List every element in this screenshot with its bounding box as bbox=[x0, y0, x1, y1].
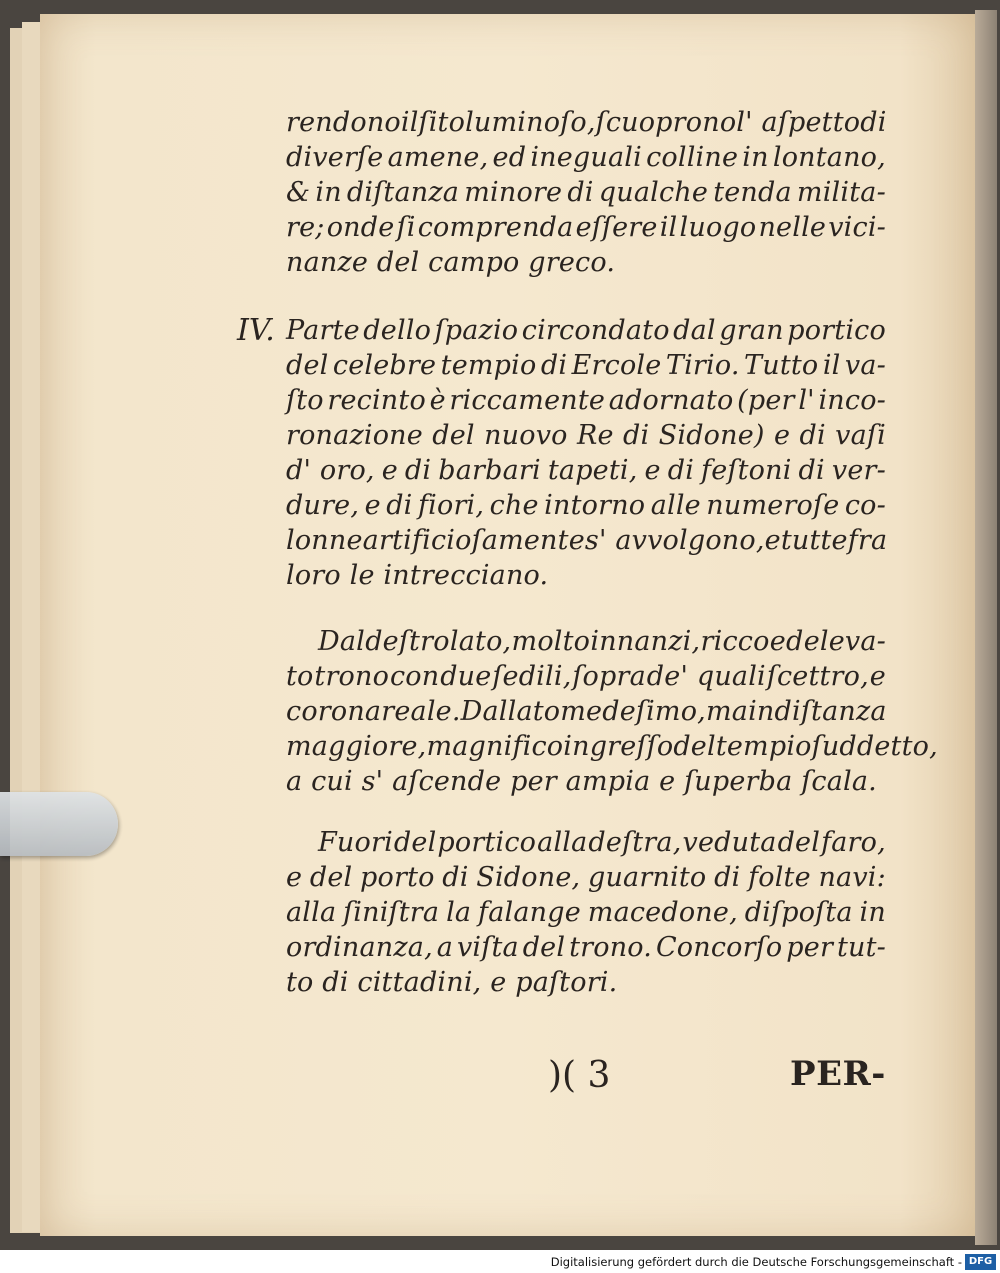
word: luminoſo, bbox=[465, 107, 596, 138]
word: falange bbox=[478, 897, 581, 928]
word: il bbox=[400, 107, 419, 138]
paragraph-4 bbox=[286, 825, 886, 1000]
word: ſcuoprono bbox=[595, 107, 737, 138]
word: ſopra bbox=[572, 661, 646, 692]
word: d' oro, bbox=[286, 455, 375, 486]
word: milita- bbox=[796, 177, 886, 208]
word: eſſere bbox=[575, 212, 658, 243]
word: comprenda bbox=[417, 212, 574, 243]
word: Parte bbox=[286, 315, 360, 346]
word: dure, bbox=[286, 490, 360, 521]
text-line bbox=[286, 965, 886, 1000]
word: in bbox=[315, 177, 342, 208]
word: intorno bbox=[544, 490, 646, 521]
text-line bbox=[286, 313, 886, 348]
word: del bbox=[309, 862, 353, 893]
word: è bbox=[429, 385, 446, 416]
paragraph-3 bbox=[286, 624, 938, 799]
scene-numeral: IV. bbox=[237, 313, 275, 348]
word: per bbox=[786, 932, 834, 963]
word: navi: bbox=[818, 862, 886, 893]
word: fra bbox=[847, 525, 888, 556]
word: diſpoſta bbox=[744, 897, 853, 928]
word: lato, bbox=[449, 626, 512, 657]
word: Dal bbox=[318, 626, 365, 657]
word: di bbox=[386, 490, 413, 521]
word: dal bbox=[673, 315, 716, 346]
word: Sidone, bbox=[476, 862, 581, 893]
word: gran bbox=[719, 315, 784, 346]
word: del bbox=[522, 932, 566, 963]
word: ma bbox=[705, 696, 749, 727]
word: vaſi bbox=[835, 420, 886, 451]
word: del bbox=[393, 827, 437, 858]
word: del bbox=[432, 420, 475, 451]
word: ſuddetto, bbox=[811, 731, 938, 762]
word: l' aſpetto bbox=[736, 107, 861, 138]
text-line bbox=[286, 659, 886, 694]
text-line bbox=[286, 175, 886, 210]
word: folte bbox=[748, 862, 811, 893]
word: del bbox=[673, 731, 716, 762]
word: nuovo bbox=[484, 420, 568, 451]
word: deſtro bbox=[365, 626, 450, 657]
word: lato bbox=[507, 696, 561, 727]
word: numeroſe bbox=[706, 490, 840, 521]
word: alla bbox=[537, 827, 588, 858]
word: in bbox=[859, 897, 886, 928]
word: lonne bbox=[286, 525, 363, 556]
word: ſi bbox=[396, 212, 416, 243]
word: rendono bbox=[286, 107, 401, 138]
word: e bbox=[869, 661, 886, 692]
word: macedone, bbox=[587, 897, 738, 928]
word: alla bbox=[286, 897, 337, 928]
word: innanzi, bbox=[590, 626, 701, 657]
word: s' avvolgono, bbox=[584, 525, 765, 556]
word: vici- bbox=[828, 212, 886, 243]
word: colline bbox=[646, 142, 739, 173]
word: ſedili, bbox=[492, 661, 572, 692]
word: Concorſo bbox=[655, 932, 783, 963]
paragraph-1 bbox=[286, 105, 886, 280]
word: nanze del campo greco. bbox=[286, 247, 616, 278]
word: veduta bbox=[682, 827, 777, 858]
word: tenda bbox=[713, 177, 792, 208]
word: barbari bbox=[438, 455, 541, 486]
word: ordinanza, bbox=[286, 932, 433, 963]
word: di bbox=[540, 350, 568, 381]
word: Fuori bbox=[318, 827, 393, 858]
binding-edge bbox=[975, 10, 997, 1245]
word: tempio bbox=[715, 731, 812, 762]
word: tapeti, bbox=[547, 455, 638, 486]
word: re; bbox=[286, 212, 325, 243]
text-line bbox=[286, 383, 886, 418]
word: e bbox=[381, 455, 398, 486]
word: lontano, bbox=[772, 142, 886, 173]
word: (per bbox=[737, 385, 795, 416]
word: ver- bbox=[831, 455, 886, 486]
text-line bbox=[286, 210, 886, 245]
text-line bbox=[286, 348, 886, 383]
word: di bbox=[799, 420, 826, 451]
word: alle bbox=[650, 490, 701, 521]
word: minore bbox=[464, 177, 563, 208]
text-line bbox=[286, 245, 886, 280]
word: faro, bbox=[821, 827, 886, 858]
word: Sidone) bbox=[658, 420, 765, 451]
word: amene, bbox=[387, 142, 489, 173]
word: di bbox=[860, 107, 887, 138]
word: reale. bbox=[381, 696, 461, 727]
catchword: PER- bbox=[790, 1054, 886, 1094]
word: diverſe bbox=[286, 142, 384, 173]
word: luogo bbox=[679, 212, 757, 243]
text-line bbox=[286, 895, 886, 930]
word: di bbox=[667, 455, 695, 486]
word: e bbox=[286, 862, 303, 893]
text-line bbox=[286, 729, 938, 764]
word: riccamente bbox=[449, 385, 606, 416]
word: portico bbox=[437, 827, 537, 858]
word: di bbox=[442, 862, 469, 893]
word: inco- bbox=[818, 385, 886, 416]
word: del bbox=[777, 827, 821, 858]
word: di bbox=[567, 177, 594, 208]
word: di bbox=[714, 862, 741, 893]
word: e bbox=[644, 455, 661, 486]
word: guarnito bbox=[587, 862, 707, 893]
text-line bbox=[286, 825, 886, 860]
paragraph-2 bbox=[286, 313, 886, 593]
word: con bbox=[389, 661, 440, 692]
word: nelle bbox=[758, 212, 827, 243]
digitization-footer bbox=[0, 1252, 1000, 1273]
dfg-logo-icon[interactable]: DFG bbox=[965, 1254, 996, 1270]
word: di bbox=[623, 420, 650, 451]
footer-credit: Digitalisierung gefördert durch die Deutsche Forschungsgemeinschaft - bbox=[550, 1255, 962, 1269]
word: Tirio. bbox=[665, 350, 740, 381]
word: magnifico bbox=[426, 731, 564, 762]
word: trono. bbox=[569, 932, 653, 963]
word: diſtanza bbox=[774, 696, 887, 727]
text-line bbox=[286, 105, 886, 140]
word: ineguali bbox=[530, 142, 642, 173]
word: eleva- bbox=[803, 626, 886, 657]
word: porto bbox=[360, 862, 435, 893]
text-line bbox=[286, 930, 886, 965]
word: to di cittadini, e paſtori. bbox=[286, 967, 618, 998]
word: ricco bbox=[700, 626, 770, 657]
word: celebre bbox=[332, 350, 437, 381]
word: e bbox=[773, 420, 791, 451]
word: molto bbox=[511, 626, 591, 657]
text-line bbox=[286, 764, 886, 799]
word: il bbox=[659, 212, 678, 243]
word: ronazione bbox=[286, 420, 423, 451]
word: a cui s' aſcende per ampia e ſuperba ſcala. bbox=[286, 766, 877, 797]
word: viſta bbox=[456, 932, 519, 963]
word: & bbox=[286, 177, 311, 208]
text-line bbox=[286, 488, 886, 523]
word: ed bbox=[492, 142, 527, 173]
word: in bbox=[748, 696, 775, 727]
word: recinto bbox=[327, 385, 426, 416]
text-line bbox=[286, 523, 886, 558]
text-line bbox=[286, 453, 886, 488]
word: che bbox=[489, 490, 539, 521]
word: tutte bbox=[780, 525, 848, 556]
text-line bbox=[286, 140, 886, 175]
word: tempio bbox=[440, 350, 537, 381]
word: la bbox=[446, 897, 472, 928]
text-line bbox=[286, 558, 886, 593]
word: artificioſamente bbox=[362, 525, 585, 556]
signature-mark: )( 3 bbox=[548, 1055, 611, 1096]
word: ſcettro, bbox=[766, 661, 869, 692]
word: due bbox=[440, 661, 492, 692]
word: deſtra, bbox=[588, 827, 682, 858]
word: Tutto bbox=[744, 350, 819, 381]
word: di bbox=[798, 455, 825, 486]
word: medeſimo, bbox=[560, 696, 706, 727]
word: va- bbox=[844, 350, 886, 381]
word: dello bbox=[363, 315, 432, 346]
word: circondato bbox=[521, 315, 670, 346]
word: fiori, bbox=[417, 490, 485, 521]
word: a bbox=[436, 932, 454, 963]
word: qualche bbox=[598, 177, 709, 208]
word: diſtanza bbox=[346, 177, 460, 208]
word: ingreſſo bbox=[563, 731, 674, 762]
word: ſpazio bbox=[434, 315, 519, 346]
word: Ercole bbox=[571, 350, 662, 381]
word: adornato bbox=[608, 385, 734, 416]
text-line bbox=[286, 624, 886, 659]
text-line bbox=[286, 418, 886, 453]
word: onde bbox=[326, 212, 395, 243]
word: portico bbox=[787, 315, 886, 346]
word: in bbox=[742, 142, 769, 173]
word: co- bbox=[844, 490, 886, 521]
word: del bbox=[286, 350, 329, 381]
word: e bbox=[364, 490, 381, 521]
word: tut- bbox=[836, 932, 886, 963]
word: corona bbox=[286, 696, 382, 727]
word: ed bbox=[769, 626, 804, 657]
word: Re bbox=[576, 420, 614, 451]
word: ſto bbox=[286, 385, 324, 416]
word: de' quali bbox=[646, 661, 766, 692]
word: feſtoni bbox=[701, 455, 792, 486]
word: l' bbox=[798, 385, 815, 416]
word: di bbox=[404, 455, 432, 486]
word: loro le intrecciano. bbox=[286, 560, 549, 591]
bookmark-tab[interactable] bbox=[0, 792, 118, 856]
word: il bbox=[822, 350, 841, 381]
word: e bbox=[764, 525, 781, 556]
word: ſiniſtra bbox=[343, 897, 440, 928]
word: Dal bbox=[460, 696, 508, 727]
word: maggiore, bbox=[286, 731, 427, 762]
word: to bbox=[286, 661, 314, 692]
text-line bbox=[286, 694, 886, 729]
word: trono bbox=[314, 661, 390, 692]
word: ſito bbox=[418, 107, 466, 138]
text-line bbox=[286, 860, 886, 895]
